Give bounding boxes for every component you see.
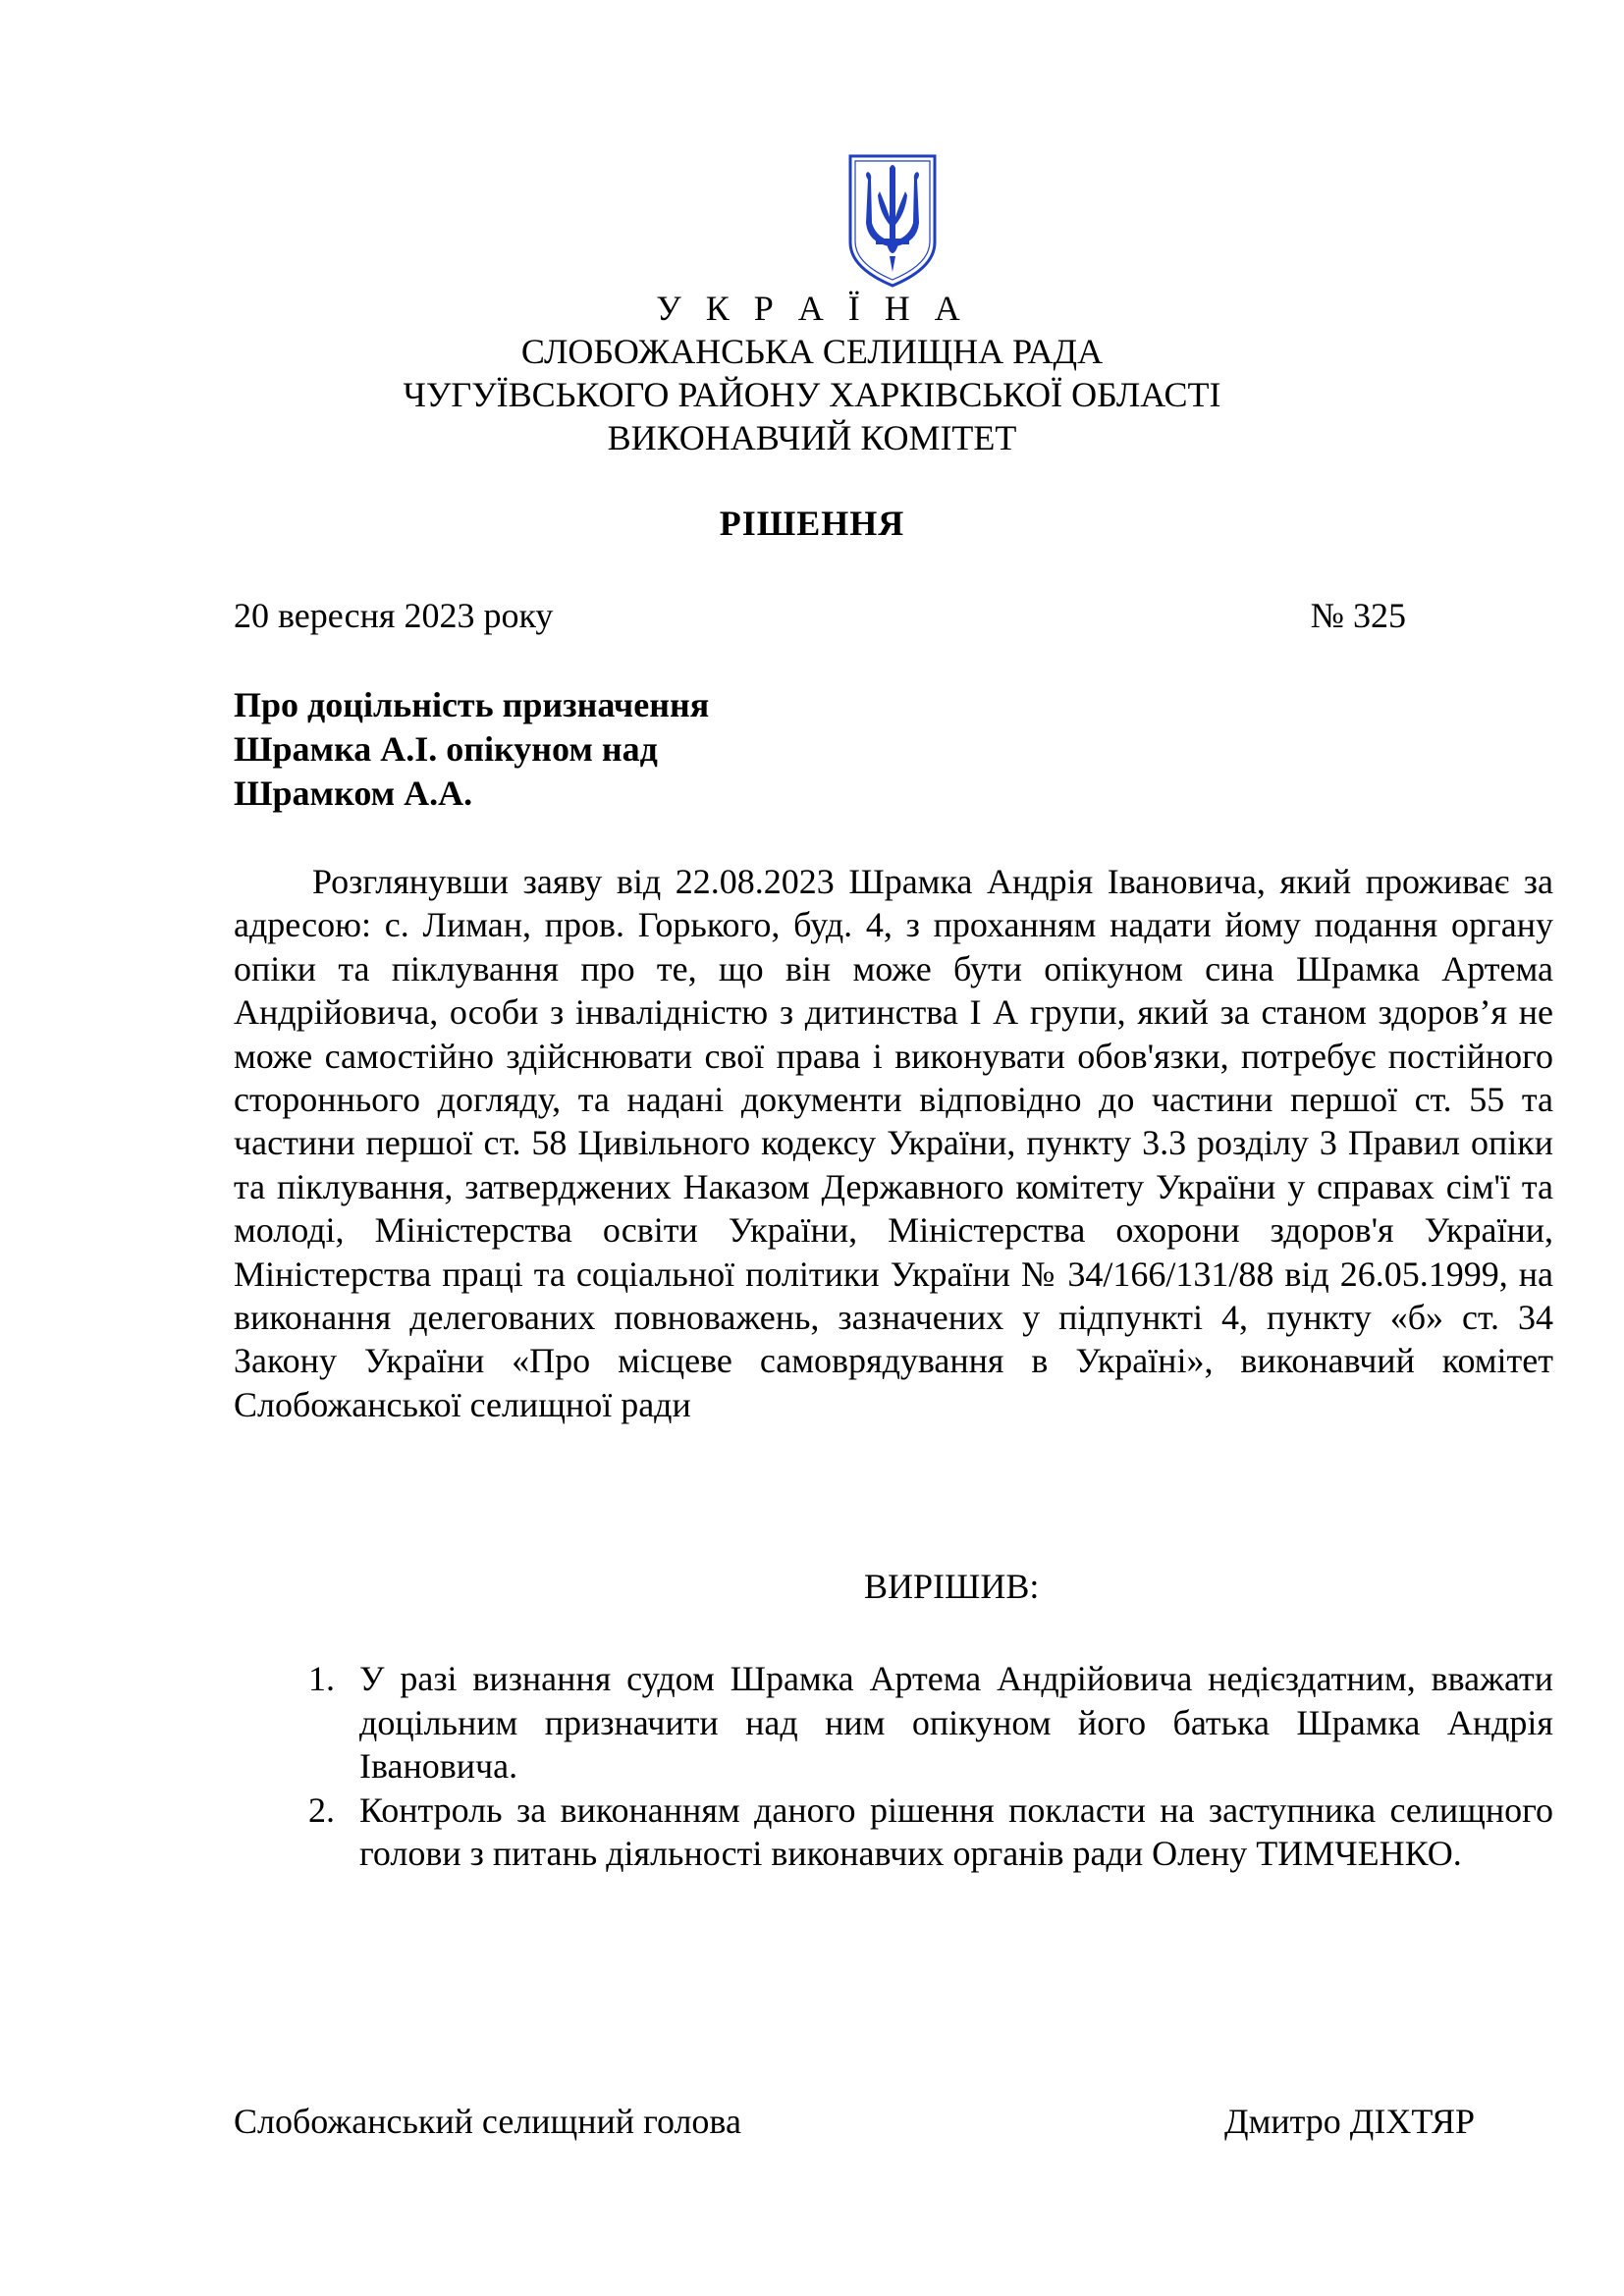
resolution-item — [295, 1789, 1553, 1876]
header-committee: ВИКОНАВЧИЙ КОМІТЕТ — [607, 418, 1017, 457]
resolved-heading: ВИРІШИВ: — [864, 1567, 1040, 1606]
decision-number: № 325 — [1310, 596, 1406, 635]
subject-line: Шрамком А.А. — [234, 774, 473, 813]
item-number: 1. — [308, 1659, 335, 1698]
decision-title: РІШЕННЯ — [719, 504, 905, 543]
coat-of-arms-icon — [846, 152, 939, 290]
subject-line: Шрамка А.І. опікуном над — [234, 729, 658, 769]
preamble-paragraph: Розглянувши заяву від 22.08.2023 Шрамка Андрія Івановича, який проживає за адресою: с. Лиман, пров. Горького, буд. 4, з проханням надати йому подання органу опіки та піклування про те, що він може бути опікуном сина Шрамка Артема Андрійовича, особи з інвалідністю з дитинства І А групи, який за станом здоров’я не може самостійно здійснювати свої права і виконувати обов'язки, потребує постійного стороннього догляду, та надані документи відповідно до частини першої ст. 55 та частини першої ст. 58 Цивільного кодексу України, пункту 3.3 розділу 3 Правил опіки та піклування, затверджених Наказом Державного комітету України у справах сім'ї та молоді, Міністерства освіти України, Міністерства охорони здоров'я України, Міністерства праці та соціальної політики України № 34/166/131/88 від 26.05.1999, на виконання делегованих повноважень, зазначених у підпункті 4, пункту «б» ст. 34 Закону України «Про місцеве самоврядування в Україні», виконавчий комітет Слобожанської селищної ради — [234, 862, 1553, 1424]
signatory-name: Дмитро ДІХТЯР — [1224, 2102, 1475, 2141]
header-country: У К Р А Ї Н А — [656, 289, 968, 328]
item-text: У разі визнання судом Шрамка Артема Андрійовича недієздатним, вважати доцільним призначити над ним опікуном його батька Шрамка Андрія Івановича. — [359, 1659, 1553, 1786]
header-council: СЛОБОЖАНСЬКА СЕЛИЩНА РАДА — [520, 332, 1104, 371]
item-text: Контроль за виконанням даного рішення покласти на заступника селищного голови з питань діяльності виконавчих органів ради Олену ТИМЧЕНКО. — [359, 1789, 1553, 1873]
decision-date: 20 вересня 2023 року — [234, 596, 554, 635]
resolution-items — [295, 1657, 1553, 1876]
decision-subject — [234, 683, 709, 816]
subject-line: Про доцільність призначення — [234, 685, 710, 724]
item-number: 2. — [308, 1789, 335, 1830]
resolution-item — [295, 1657, 1553, 1789]
header-district: ЧУГУЇВСЬКОГО РАЙОНУ ХАРКІВСЬКОЇ ОБЛАСТІ — [403, 375, 1221, 414]
signatory-position: Слобожанський селищний голова — [234, 2102, 741, 2141]
